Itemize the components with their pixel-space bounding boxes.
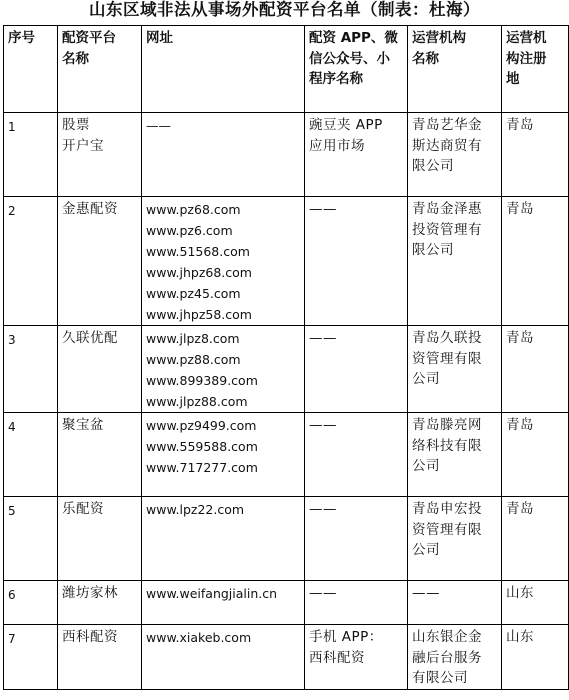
cell-app-name: —— [305, 581, 408, 625]
table-row [4, 581, 569, 625]
cell-url: www.jlpz8.com www.pz88.com www.899389.com www.jlpz88.com [142, 326, 305, 413]
cell-region: 山东 [502, 625, 569, 690]
table-row [4, 326, 569, 413]
cell-platform-name: 久联优配 [58, 326, 142, 413]
cell-platform-name: 乐配资 [58, 497, 142, 581]
header-row [4, 26, 569, 113]
cell-app-name: —— [305, 326, 408, 413]
cell-platform-name: 金惠配资 [58, 197, 142, 326]
cell-operator: 青岛滕亮网 络科技有限 公司 [408, 413, 502, 497]
cell-region: 青岛 [502, 413, 569, 497]
cell-url: www.weifangjialin.cn [142, 581, 305, 625]
header-app-name: 配资 APP、微 信公众号、小 程序名称 [305, 26, 408, 113]
cell-operator: 青岛金泽惠 投资管理有 限公司 [408, 197, 502, 326]
cell-serial: 3 [4, 326, 58, 413]
cell-app-name: —— [305, 413, 408, 497]
table-row [4, 625, 569, 690]
cell-url: —— [142, 113, 305, 197]
cell-app-name: 手机 APP： 西科配资 [305, 625, 408, 690]
cell-app-name: —— [305, 497, 408, 581]
cell-serial: 1 [4, 113, 58, 197]
cell-app-name: —— [305, 197, 408, 326]
table-row [4, 197, 569, 326]
cell-operator: —— [408, 581, 502, 625]
cell-serial: 7 [4, 625, 58, 690]
cell-serial: 6 [4, 581, 58, 625]
cell-region: 山东 [502, 581, 569, 625]
header-serial: 序号 [4, 26, 58, 113]
cell-url: www.pz9499.com www.559588.com www.717277.com [142, 413, 305, 497]
cell-region: 青岛 [502, 326, 569, 413]
cell-region: 青岛 [502, 197, 569, 326]
header-operator: 运营机构 名称 [408, 26, 502, 113]
header-url: 网址 [142, 26, 305, 113]
cell-platform-name: 西科配资 [58, 625, 142, 690]
table-row [4, 413, 569, 497]
cell-operator: 青岛久联投 资管理有限 公司 [408, 326, 502, 413]
header-platform-name: 配资平台 名称 [58, 26, 142, 113]
cell-operator: 青岛艺华金 斯达商贸有 限公司 [408, 113, 502, 197]
cell-app-name: 豌豆夹 APP 应用市场 [305, 113, 408, 197]
cell-operator: 山东银企金 融后台服务 有限公司 [408, 625, 502, 690]
cell-url: www.xiakeb.com [142, 625, 305, 690]
cell-region: 青岛 [502, 113, 569, 197]
cell-platform-name: 股票 开户宝 [58, 113, 142, 197]
cell-serial: 5 [4, 497, 58, 581]
platform-table [3, 25, 569, 690]
cell-serial: 2 [4, 197, 58, 326]
cell-operator: 青岛申宏投 资管理有限 公司 [408, 497, 502, 581]
header-region: 运营机 构注册 地 [502, 26, 569, 113]
cell-platform-name: 潍坊家林 [58, 581, 142, 625]
page-title: 山东区域非法从事场外配资平台名单（制表：杜海） [89, 0, 480, 19]
cell-url: www.lpz22.com [142, 497, 305, 581]
cell-serial: 4 [4, 413, 58, 497]
cell-platform-name: 聚宝盆 [58, 413, 142, 497]
cell-url: www.pz68.com www.pz6.com www.51568.com www.jhpz68.com www.pz45.com www.jhpz58.com [142, 197, 305, 326]
table-row [4, 113, 569, 197]
table-row [4, 497, 569, 581]
cell-region: 青岛 [502, 497, 569, 581]
